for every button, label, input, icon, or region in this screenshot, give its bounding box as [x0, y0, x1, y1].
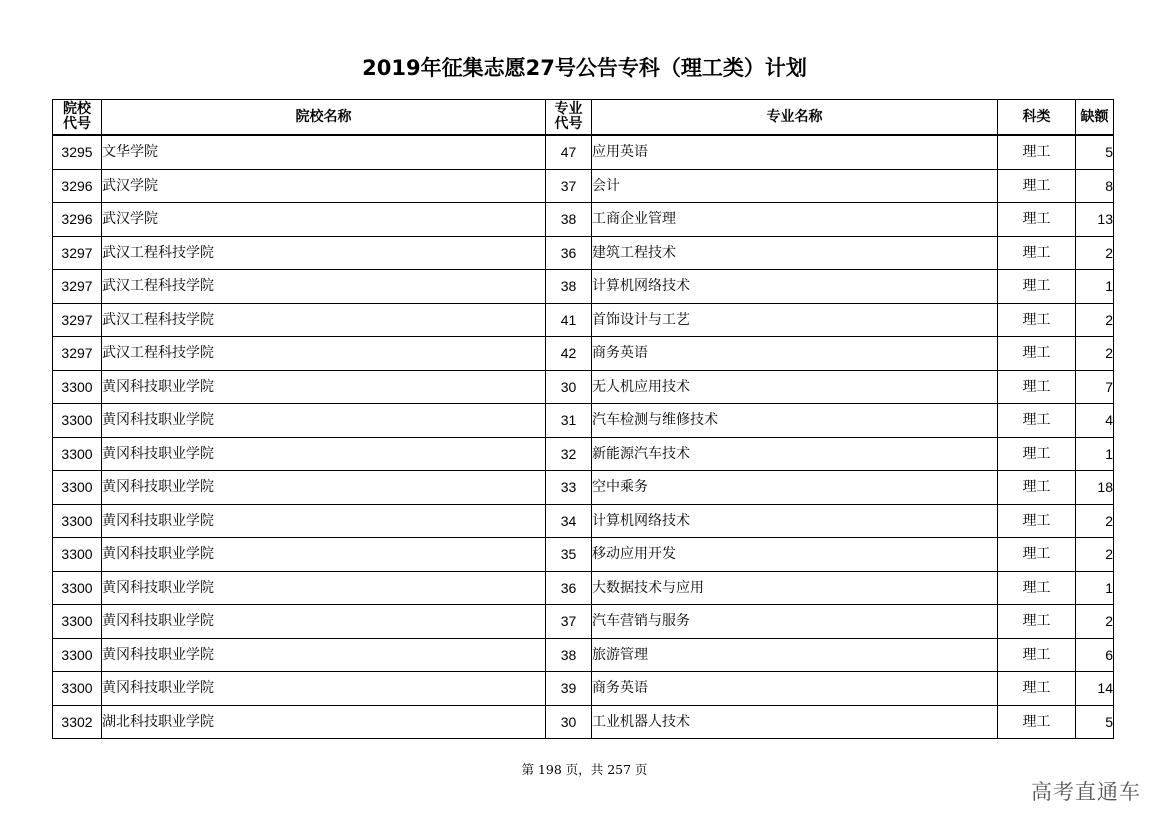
header-major-code	[546, 100, 592, 136]
category-cell: 理工	[998, 404, 1076, 438]
category-cell: 理工	[998, 169, 1076, 203]
school-code-cell: 3300	[53, 504, 102, 538]
major-code-cell: 41	[546, 303, 592, 337]
category-cell: 理工	[998, 337, 1076, 371]
header-school-code-label: 院校 代号	[63, 101, 91, 132]
table-row	[53, 236, 1114, 270]
table-row	[53, 471, 1114, 505]
major-name-cell: 汽车营销与服务	[592, 605, 998, 639]
school-name-cell: 武汉工程科技学院	[102, 303, 546, 337]
category-cell: 理工	[998, 471, 1076, 505]
vacancy-cell: 1	[1076, 270, 1114, 304]
school-name-cell: 文华学院	[102, 135, 546, 169]
major-code-cell: 33	[546, 471, 592, 505]
school-name-cell: 黄冈科技职业学院	[102, 471, 546, 505]
table-row	[53, 303, 1114, 337]
major-code-cell: 37	[546, 605, 592, 639]
major-name-cell: 建筑工程技术	[592, 236, 998, 270]
vacancy-cell: 14	[1076, 672, 1114, 706]
major-code-cell: 39	[546, 672, 592, 706]
category-cell: 理工	[998, 303, 1076, 337]
table-row	[53, 605, 1114, 639]
school-name-cell: 黄冈科技职业学院	[102, 370, 546, 404]
vacancy-cell: 2	[1076, 337, 1114, 371]
major-name-cell: 首饰设计与工艺	[592, 303, 998, 337]
category-cell: 理工	[998, 571, 1076, 605]
header-vacancy: 缺额	[1076, 100, 1114, 136]
major-name-cell: 商务英语	[592, 672, 998, 706]
school-code-cell: 3297	[53, 270, 102, 304]
table-row	[53, 638, 1114, 672]
school-code-cell: 3300	[53, 638, 102, 672]
vacancy-cell: 7	[1076, 370, 1114, 404]
major-code-cell: 47	[546, 135, 592, 169]
category-cell: 理工	[998, 135, 1076, 169]
major-code-cell: 30	[546, 370, 592, 404]
vacancy-cell: 4	[1076, 404, 1114, 438]
vacancy-cell: 8	[1076, 169, 1114, 203]
vacancy-cell: 13	[1076, 203, 1114, 237]
school-code-cell: 3300	[53, 605, 102, 639]
category-cell: 理工	[998, 538, 1076, 572]
school-name-cell: 武汉学院	[102, 203, 546, 237]
vacancy-cell: 2	[1076, 303, 1114, 337]
school-code-cell: 3300	[53, 404, 102, 438]
school-name-cell: 黄冈科技职业学院	[102, 404, 546, 438]
major-code-cell: 32	[546, 437, 592, 471]
table-row	[53, 404, 1114, 438]
category-cell: 理工	[998, 605, 1076, 639]
category-cell: 理工	[998, 705, 1076, 739]
category-cell: 理工	[998, 270, 1076, 304]
vacancy-cell: 1	[1076, 571, 1114, 605]
school-name-cell: 黄冈科技职业学院	[102, 437, 546, 471]
school-code-cell: 3300	[53, 538, 102, 572]
school-code-cell: 3296	[53, 169, 102, 203]
table-row	[53, 705, 1114, 739]
major-name-cell: 工业机器人技术	[592, 705, 998, 739]
category-cell: 理工	[998, 672, 1076, 706]
vacancy-cell: 5	[1076, 135, 1114, 169]
school-code-cell: 3300	[53, 471, 102, 505]
school-name-cell: 黄冈科技职业学院	[102, 605, 546, 639]
major-code-cell: 36	[546, 236, 592, 270]
vacancy-cell: 18	[1076, 471, 1114, 505]
category-cell: 理工	[998, 437, 1076, 471]
major-code-cell: 38	[546, 203, 592, 237]
major-code-cell: 34	[546, 504, 592, 538]
major-name-cell: 旅游管理	[592, 638, 998, 672]
header-major-name: 专业名称	[592, 100, 998, 136]
category-cell: 理工	[998, 504, 1076, 538]
page-number: 第 198 页，共 257 页	[521, 762, 648, 777]
table-row	[53, 203, 1114, 237]
table-row	[53, 135, 1114, 169]
category-cell: 理工	[998, 236, 1076, 270]
table-row	[53, 504, 1114, 538]
table-row	[53, 270, 1114, 304]
school-code-cell: 3297	[53, 303, 102, 337]
major-name-cell: 新能源汽车技术	[592, 437, 998, 471]
major-name-cell: 汽车检测与维修技术	[592, 404, 998, 438]
major-code-cell: 30	[546, 705, 592, 739]
major-code-cell: 36	[546, 571, 592, 605]
school-code-cell: 3296	[53, 203, 102, 237]
school-code-cell: 3300	[53, 672, 102, 706]
table-row	[53, 370, 1114, 404]
table-header-row	[53, 100, 1114, 136]
vacancy-cell: 2	[1076, 236, 1114, 270]
school-name-cell: 黄冈科技职业学院	[102, 571, 546, 605]
major-name-cell: 商务英语	[592, 337, 998, 371]
school-code-cell: 3300	[53, 437, 102, 471]
major-code-cell: 37	[546, 169, 592, 203]
table-row	[53, 571, 1114, 605]
major-name-cell: 计算机网络技术	[592, 504, 998, 538]
major-name-cell: 大数据技术与应用	[592, 571, 998, 605]
vacancy-cell: 2	[1076, 538, 1114, 572]
school-code-cell: 3297	[53, 236, 102, 270]
major-name-cell: 计算机网络技术	[592, 270, 998, 304]
school-name-cell: 武汉工程科技学院	[102, 337, 546, 371]
table-row	[53, 337, 1114, 371]
major-name-cell: 无人机应用技术	[592, 370, 998, 404]
major-name-cell: 工商企业管理	[592, 203, 998, 237]
school-code-cell: 3300	[53, 571, 102, 605]
vacancy-cell: 2	[1076, 605, 1114, 639]
school-name-cell: 武汉工程科技学院	[102, 270, 546, 304]
school-name-cell: 黄冈科技职业学院	[102, 672, 546, 706]
table-row	[53, 672, 1114, 706]
school-name-cell: 武汉工程科技学院	[102, 236, 546, 270]
major-name-cell: 空中乘务	[592, 471, 998, 505]
plan-table	[52, 99, 1114, 739]
major-name-cell: 移动应用开发	[592, 538, 998, 572]
school-code-cell: 3302	[53, 705, 102, 739]
header-school-code	[53, 100, 102, 136]
header-category: 科类	[998, 100, 1076, 136]
table-body	[53, 135, 1114, 739]
school-name-cell: 黄冈科技职业学院	[102, 504, 546, 538]
table-row	[53, 437, 1114, 471]
header-major-code-label: 专业 代号	[554, 101, 583, 132]
school-name-cell: 黄冈科技职业学院	[102, 638, 546, 672]
school-code-cell: 3297	[53, 337, 102, 371]
category-cell: 理工	[998, 203, 1076, 237]
vacancy-cell: 6	[1076, 638, 1114, 672]
category-cell: 理工	[998, 370, 1076, 404]
page-title: 2019年征集志愿27号公告专科（理工类）计划	[362, 56, 807, 80]
watermark-text: 高考直通车	[1031, 780, 1141, 804]
school-code-cell: 3300	[53, 370, 102, 404]
major-code-cell: 42	[546, 337, 592, 371]
table-row	[53, 538, 1114, 572]
vacancy-cell: 5	[1076, 705, 1114, 739]
header-school-name: 院校名称	[102, 100, 546, 136]
major-code-cell: 31	[546, 404, 592, 438]
vacancy-cell: 1	[1076, 437, 1114, 471]
major-code-cell: 35	[546, 538, 592, 572]
vacancy-cell: 2	[1076, 504, 1114, 538]
school-name-cell: 黄冈科技职业学院	[102, 538, 546, 572]
major-name-cell: 会计	[592, 169, 998, 203]
category-cell: 理工	[998, 638, 1076, 672]
school-code-cell: 3295	[53, 135, 102, 169]
major-code-cell: 38	[546, 638, 592, 672]
major-code-cell: 38	[546, 270, 592, 304]
school-name-cell: 湖北科技职业学院	[102, 705, 546, 739]
table-row	[53, 169, 1114, 203]
major-name-cell: 应用英语	[592, 135, 998, 169]
school-name-cell: 武汉学院	[102, 169, 546, 203]
